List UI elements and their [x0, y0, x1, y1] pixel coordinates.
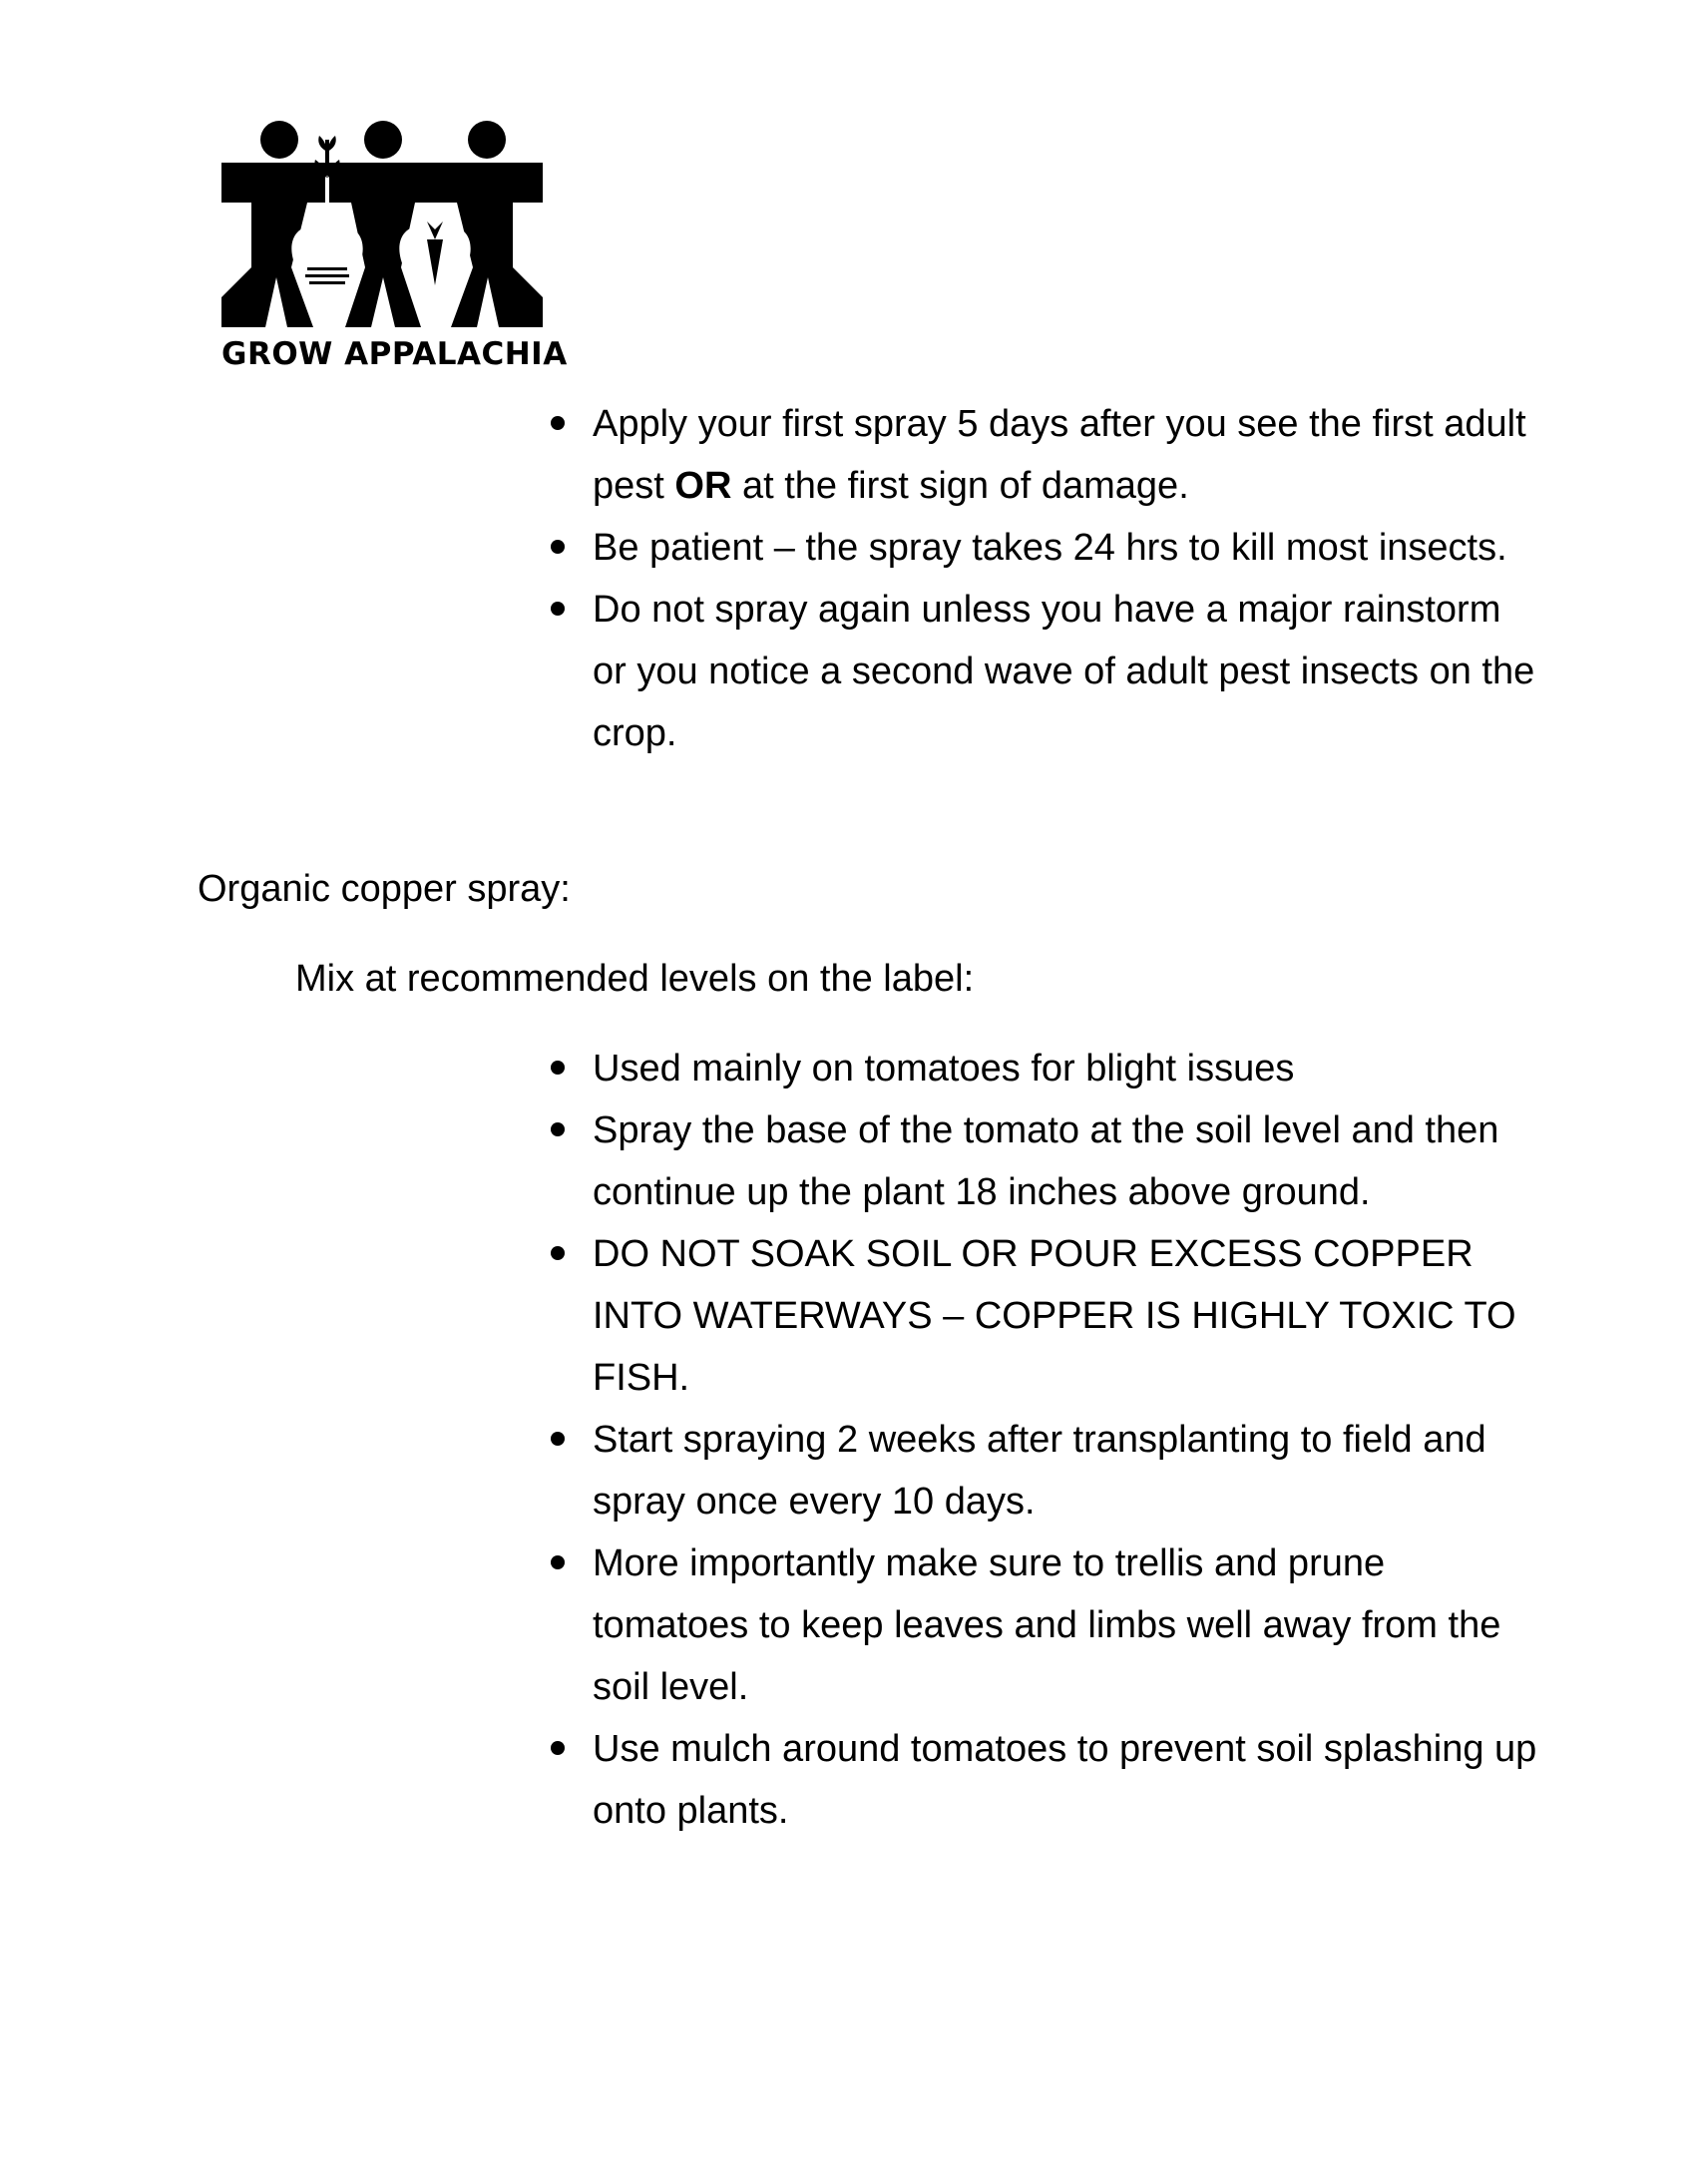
list-item-text: Apply your first spray 5 days after you see the first adult pest — [593, 403, 1526, 507]
list-item: DO NOT SOAK SOIL OR POUR EXCESS COPPER INTO WATERWAYS – COPPER IS HIGHLY TOXIC TO FISH. — [545, 1223, 1540, 1409]
section-heading: Organic copper spray: — [198, 868, 571, 910]
emphasis-or: OR — [674, 465, 732, 507]
list-item: Use mulch around tomatoes to prevent soil splashing up onto plants. — [545, 1718, 1540, 1842]
list-item: More importantly make sure to trellis and prune tomatoes to keep leaves and limbs well away from the soil level. — [545, 1532, 1540, 1718]
spray-timing-list — [545, 393, 1540, 764]
list-item-text: at the first sign of damage. — [731, 465, 1189, 507]
list-item: Do not spray again unless you have a major rainstorm or you notice a second wave of adult pest insects on the crop. — [545, 579, 1540, 764]
logo-wordmark: GROW APPALACHIA — [221, 336, 568, 372]
list-item — [545, 393, 1540, 517]
three-people-hearts-icon — [221, 118, 543, 335]
list-item: Used mainly on tomatoes for blight issues — [545, 1038, 1540, 1099]
copper-spray-list — [545, 1038, 1540, 1842]
list-item: Start spraying 2 weeks after transplanting to field and spray once every 10 days. — [545, 1409, 1540, 1532]
list-item: Spray the base of the tomato at the soil level and then continue up the plant 18 inches above ground. — [545, 1099, 1540, 1223]
list-item: Be patient – the spray takes 24 hrs to kill most insects. — [545, 517, 1540, 579]
grow-appalachia-logo — [221, 118, 568, 372]
section-subheading: Mix at recommended levels on the label: — [295, 958, 975, 1000]
